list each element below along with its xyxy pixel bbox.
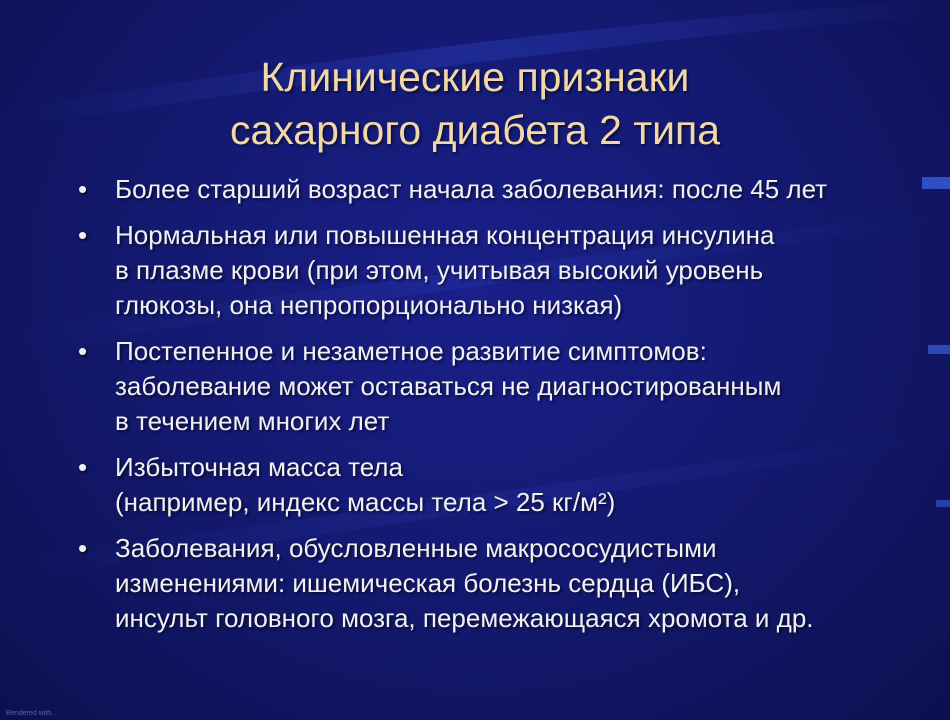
title-line: Клинические признаки	[260, 54, 690, 101]
bullet-dot-icon: •	[78, 336, 88, 366]
bullet-item	[78, 450, 938, 520]
bullet-text: в плазме крови (при этом, учитывая высокий уровень	[115, 255, 764, 285]
bullet-item	[78, 531, 938, 636]
bullet-dot-icon: •	[78, 220, 88, 250]
bullet-list	[78, 172, 938, 647]
bullet-text: Заболевания, обусловленные макрососудистыми	[115, 533, 717, 563]
bullet-dot-icon: •	[78, 174, 88, 204]
bullet-text: Постепенное и незаметное развитие симптомов:	[115, 336, 707, 366]
footer-note: Rendered with...	[6, 710, 57, 717]
bullet-text: глюкозы, она непропорционально низкая)	[115, 290, 623, 320]
title-line: сахарного диабета 2 типа	[229, 107, 721, 154]
bullet-text: (например, индекс массы тела > 25 кг/м²)	[115, 487, 616, 517]
bullet-item	[78, 172, 938, 207]
bullet-dot-icon: •	[78, 452, 88, 482]
bullet-item	[78, 218, 938, 323]
bullet-text: инсульт головного мозга, перемежающаяся хромота и др.	[115, 603, 814, 633]
slide-title	[0, 51, 950, 157]
bullet-text: Нормальная или повышенная концентрация инсулина	[115, 220, 775, 250]
bullet-text: изменениями: ишемическая болезнь сердца (ИБС),	[115, 568, 741, 598]
bullet-text: заболевание может оставаться не диагностированным	[115, 371, 782, 401]
bullet-dot-icon: •	[78, 533, 88, 563]
bullet-text: в течением многих лет	[115, 406, 390, 436]
bullet-text: Более старший возраст начала заболевания: после 45 лет	[115, 174, 828, 204]
bullet-text: Избыточная масса тела	[115, 452, 403, 482]
bullet-item	[78, 334, 938, 439]
